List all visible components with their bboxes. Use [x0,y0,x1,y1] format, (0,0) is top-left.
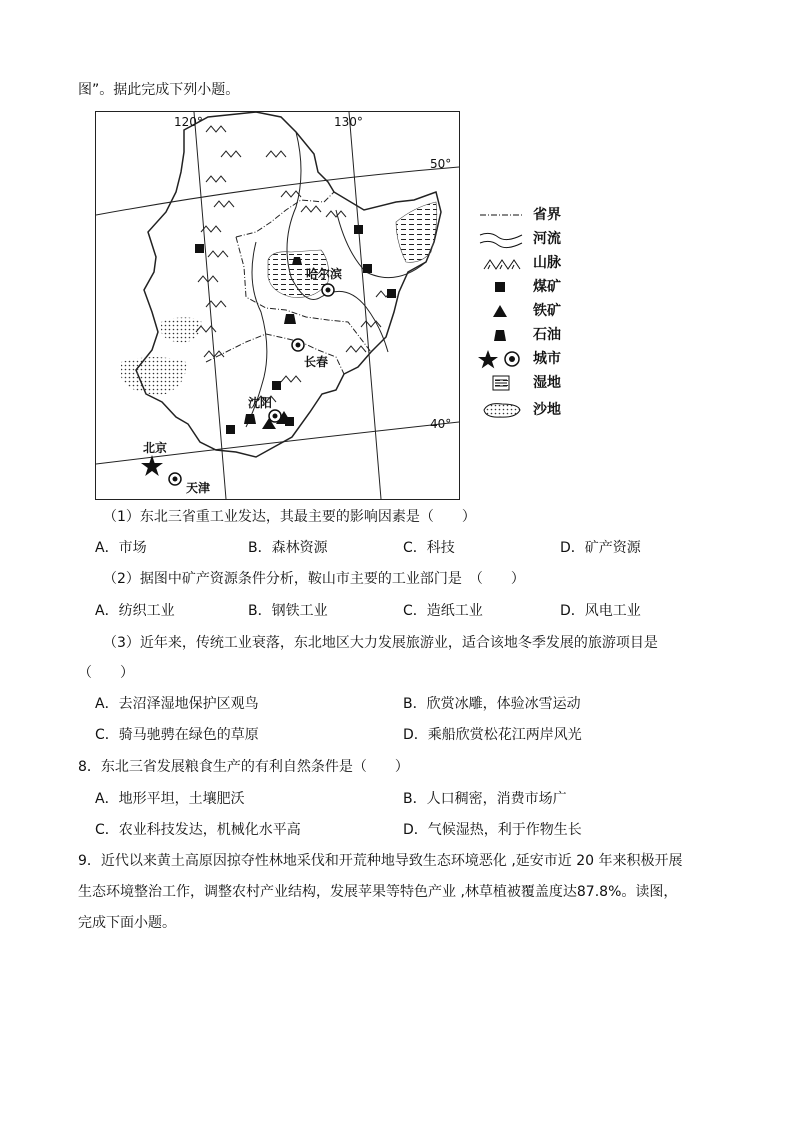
city-harbin-marker [322,284,334,296]
sandland-1 [161,317,201,342]
sandland-2 [121,357,186,394]
coal-mine-north [354,225,363,234]
city-shenyang-marker [269,410,281,422]
oil-icon [478,325,524,345]
q9-line-3: 完成下面小题。 [78,915,176,931]
coal-mine-liaoning1 [272,381,281,390]
q1-option-d[interactable]: D．矿产资源 [560,540,641,556]
label-harbin: 哈尔滨 [306,267,343,281]
city-icon [478,349,524,369]
q8-option-c[interactable]: C．农业科技发达，机械化水平高 [95,822,301,838]
label-changchun: 长春 [304,355,329,369]
legend-label: 山脉 [533,255,561,271]
q3-option-b[interactable]: B．欣赏冰雕，体验冰雪运动 [403,696,581,712]
legend-label: 城市 [533,351,561,367]
legend-label: 河流 [533,231,561,247]
coal-mine-west [195,244,204,253]
province-border-heilongjiang [236,192,334,237]
coal-mine-east2 [387,289,396,298]
label-lat-40: 40° [430,417,452,431]
city-changchun-marker [292,339,304,351]
legend-label: 湿地 [533,375,561,391]
legend-label: 煤矿 [533,279,561,295]
city-tianjin-marker [169,473,181,485]
q8-option-a[interactable]: A．地形平坦，土壤肥沃 [95,791,245,807]
q3-stem: （3）近年来，传统工业衰落，东北地区大力发展旅游业，适合该地冬季发展的旅游项目是 [103,635,658,651]
label-tianjin: 天津 [186,481,211,495]
q2-option-d[interactable]: D．风电工业 [560,603,641,619]
legend-iron [478,301,588,321]
q8-option-d[interactable]: D．气候湿热，利于作物生长 [403,822,582,838]
legend-mountain [478,253,588,273]
legend-river [478,229,588,249]
northeast-china-map [95,111,460,500]
q3-option-c[interactable]: C．骑马驰骋在绿色的草原 [95,727,259,743]
q2-option-c[interactable]: C．造纸工业 [403,603,483,619]
wetland-icon [478,373,524,393]
legend-label: 铁矿 [533,303,561,319]
oil-jilin [284,314,296,324]
legend-oil [478,325,588,345]
q1-option-a[interactable]: A．市场 [95,540,147,556]
intro-text: 图”。据此完成下列小题。 [78,82,240,98]
q1-option-b[interactable]: B．森林资源 [248,540,328,556]
legend-province-border [478,205,588,225]
q9-line-1: 9．近代以来黄土高原因掠夺性林地采伐和开荒种地导致生态环境恶化 ,延安市近 20 年来积极开展 [78,853,683,869]
q8-stem: 8．东北三省发展粮食生产的有利自然条件是（ ） [78,759,409,775]
label-lat-50: 50° [430,157,452,171]
label-beijing: 北京 [143,441,168,455]
q2-option-b[interactable]: B．钢铁工业 [248,603,328,619]
wetland-east [396,202,437,262]
iron-mine-icon [478,301,524,321]
legend-label: 省界 [533,207,561,223]
parallel-50 [96,167,459,215]
river-icon [478,229,524,249]
q9-line-2: 生态环境整治工作，调整农村产业结构，发展苹果等特色产业 ,林草植被覆盖度达87.8%。读图， [78,884,678,900]
label-lon-130: 130° [334,115,363,129]
q1-stem: （1）东北三省重工业发达，其最主要的影响因素是（ ） [103,509,476,525]
q2-stem: （2）据图中矿产资源条件分析，鞍山市主要的工业部门是 （ ） [103,571,525,587]
q2-option-a[interactable]: A．纺织工业 [95,603,175,619]
province-border-icon [478,205,524,225]
coal-mine-icon [478,277,524,297]
sandland-icon [478,400,524,420]
legend-label: 沙地 [533,402,561,418]
river-songhua [287,132,388,352]
mountain-icon [478,253,524,273]
q3-option-a[interactable]: A．去沼泽湿地保护区观鸟 [95,696,259,712]
label-shenyang: 沈阳 [248,396,273,410]
coal-mine-east1 [363,264,372,273]
legend-label: 石油 [533,327,561,343]
q1-option-c[interactable]: C．科技 [403,540,455,556]
q3-stem-cont: （ ） [78,665,134,681]
legend-wetland [478,373,588,393]
coal-mine-liaoning3 [226,425,235,434]
q3-option-d[interactable]: D．乘船欣赏松花江两岸风光 [403,727,582,743]
q8-option-b[interactable]: B．人口稠密，消费市场广 [403,791,567,807]
label-lon-120: 120° [174,115,203,129]
oil-liaohe [244,414,256,424]
legend-city [478,349,588,369]
legend-coal [478,277,588,297]
legend-sandland [478,400,588,420]
